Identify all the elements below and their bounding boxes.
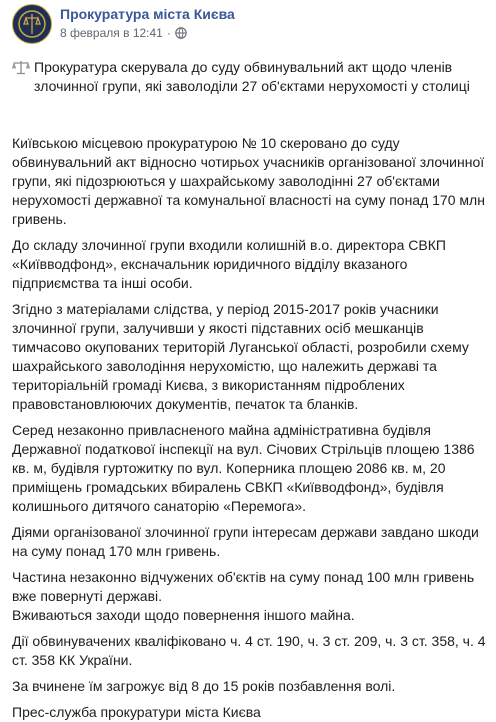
paragraph: Серед незаконно привласненого майна адміністративна будівля Державної податкової інспекції на вул. Січових Стрільців площею 1386 кв. м, будівля гуртожитку по вул. Коперника площею 2086 кв. м, 20 приміщень громадських вбиралень СВКП «Київводфонд», будівля колишнього дитячого санаторію «Перемога».: [12, 422, 475, 514]
avatar[interactable]: [12, 4, 52, 44]
paragraph: Згідно з матеріалами слідства, у період 2015-2017 років учасники злочинної групи, залучивши у якості підставних осіб мешканців тимчасово окупованих територій Луганської області, розробили схему шахрайського заволодіння нерухомістю, що належить державі та територіальній громаді Києва, з використанням підроблених правовстановлюючих документів, печаток та бланків.: [12, 301, 469, 412]
separator-dot: ·: [166, 26, 171, 40]
globe-icon[interactable]: [175, 27, 187, 39]
paragraph: Діями організованої злочинної групи інтересам держави завдано шкоди на суму понад 170 млн гривень.: [12, 524, 479, 559]
headline-text: Прокуратура скерувала до суду обвинувальний акт щодо членів злочинної групи, які заволоділи 27 об'єктами нерухомості у столиці: [34, 59, 470, 94]
paragraph: Київською місцевою прокуратурою № 10 скеровано до суду обвинувальний акт відносно чотирьох учасників організованої злочинної групи, які підозрюються у шахрайському заволодінні 27 об'єктами нерухомості державної та комунальної власності на суму понад 170 млн гривень.: [12, 135, 485, 227]
paragraph: Частина незаконно відчужених об'єктів на суму понад 100 млн гривень вже повернуті державі. Вживаються заходи щодо повернення іншого майна.: [12, 569, 475, 623]
post-meta: [60, 4, 235, 41]
post-timestamp[interactable]: 8 февраля в 12:41: [60, 26, 163, 40]
post-header: [12, 0, 488, 56]
post-subline: [60, 25, 235, 41]
scales-icon: [12, 60, 30, 80]
post-headline: [12, 58, 488, 96]
paragraph: Дії обвинувачених кваліфіковано ч. 4 ст. 190, ч. 3 ст. 209, ч. 3 ст. 358, ч. 4 ст. 358 КК України.: [12, 633, 486, 668]
page-name-link[interactable]: Прокуратура міста Києва: [60, 6, 235, 22]
paragraph: За вчинене їм загрожує від 8 до 15 років позбавлення волі.: [12, 678, 396, 694]
post-body: [12, 58, 488, 722]
post-paragraphs: [12, 134, 488, 722]
paragraph: Прес-служба прокуратури міста Києва: [12, 704, 261, 720]
paragraph: До складу злочинної групи входили колишній в.о. директора СВКП «Київводфонд», ексначальник юридичного відділу вказаного підприємства та інші особи.: [12, 237, 446, 291]
prosecutor-emblem-icon: [17, 9, 47, 39]
